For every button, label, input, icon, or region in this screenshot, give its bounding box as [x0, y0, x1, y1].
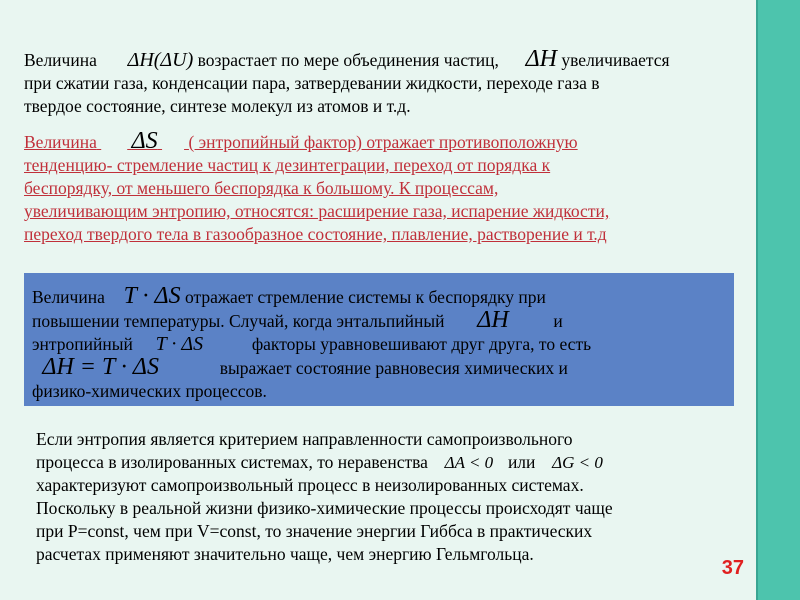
text-line: твердое состояние, синтезе молекул из атомов и т.д.	[24, 96, 411, 116]
paragraph-entropy-factor	[24, 130, 754, 246]
text-line: Поскольку в реальной жизни физико-химические процессы происходят чаще	[36, 498, 613, 518]
text-line: Если энтропия является критерием направленности самопроизвольного	[36, 429, 573, 449]
formula-t-delta-s: T · ΔS	[123, 283, 181, 309]
formula-delta-g: ΔG < 0	[552, 453, 603, 472]
text: Величина	[24, 132, 97, 152]
paragraph-enthalpy	[24, 48, 754, 118]
formula-delta-a: ΔA < 0	[444, 453, 494, 472]
text: повышении температуры. Случай, когда энтальпийный	[32, 311, 445, 331]
text: факторы уравновешивают друг друга, то есть	[251, 334, 592, 354]
text-line: увеличивающим энтропию, относятся: расширение газа, испарение жидкости,	[24, 201, 610, 221]
text-line: при P=const, чем при V=const, то значение энергии Гиббса в практических	[36, 521, 593, 541]
text-line: характеризуют самопроизвольный процесс в неизолированных системах.	[36, 475, 584, 495]
formula-delta-h-delta-u: ΔH(ΔU)	[127, 49, 194, 71]
text-line: тенденцию- стремление частиц к дезинтеграции, переход от порядка к	[24, 155, 551, 175]
text-line	[32, 356, 726, 380]
highlight-box-equilibrium	[24, 273, 734, 406]
text-line	[24, 130, 754, 154]
formula-delta-s: ΔS	[131, 128, 158, 154]
paragraph-gibbs	[36, 428, 746, 566]
text: и	[553, 311, 563, 331]
text-line	[36, 451, 746, 474]
text: увеличивается	[561, 50, 670, 70]
text-line	[32, 333, 726, 356]
formula-t-delta-s: T · ΔS	[155, 333, 204, 355]
decorative-side-bar	[758, 0, 800, 600]
text: выражает состояние равновесия химических и	[219, 358, 568, 378]
text-line: физико-химических процессов.	[32, 381, 267, 401]
text-line: расчетах применяют значительно чаще, чем энергию Гельмгольца.	[36, 544, 534, 564]
text-line	[32, 309, 726, 333]
text-line: беспорядку, от меньшего беспорядка к большому. К процессам,	[24, 178, 499, 198]
text: Величина	[24, 50, 97, 70]
text-line: переход твердого тела в газообразное состояние, плавление, растворение и т.д	[24, 224, 607, 244]
formula-equilibrium: ΔH = T · ΔS	[42, 354, 159, 380]
text-line	[24, 48, 754, 72]
text: ( энтропийный фактор) отражает противоположную	[188, 132, 578, 152]
formula-delta-h: ΔH	[525, 46, 558, 72]
text: энтропийный	[32, 334, 133, 354]
text-line	[32, 285, 726, 309]
text: отражает стремление системы к беспорядку при	[184, 287, 546, 307]
page-number: 37	[721, 557, 744, 579]
formula-delta-h: ΔH	[477, 307, 509, 333]
text: процесса в изолированных системах, то неравенства	[36, 452, 428, 472]
text: Величина	[32, 287, 105, 307]
text-line: при сжатии газа, конденсации пара, затвердевании жидкости, переходе газа в	[24, 73, 600, 93]
text: возрастает по мере объединения частиц,	[197, 50, 499, 70]
text: или	[507, 452, 536, 472]
